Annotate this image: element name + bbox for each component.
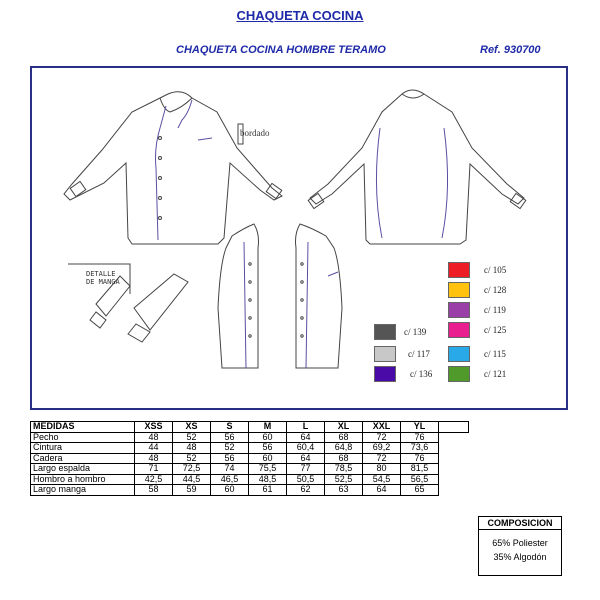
measure-value: 73,6 bbox=[401, 443, 439, 454]
color-swatch bbox=[448, 282, 470, 298]
back-jacket-sketch bbox=[308, 90, 526, 244]
table-row bbox=[31, 464, 469, 475]
measure-value: 65 bbox=[401, 485, 439, 496]
composition-line-1: 65% Poliester bbox=[492, 538, 548, 548]
measure-value: 52 bbox=[173, 432, 211, 443]
size-header: S bbox=[211, 422, 249, 433]
measure-value: 68 bbox=[325, 432, 363, 443]
measure-label: Cadera bbox=[31, 453, 135, 464]
measure-value: 52 bbox=[211, 443, 249, 454]
measure-value: 56 bbox=[211, 453, 249, 464]
measure-value: 74 bbox=[211, 464, 249, 475]
color-swatch bbox=[374, 324, 396, 340]
measure-value: 56 bbox=[211, 432, 249, 443]
embroidery-label: bordado bbox=[240, 128, 270, 138]
measure-value: 72 bbox=[363, 432, 401, 443]
size-header: XL bbox=[325, 422, 363, 433]
measurements-header: MEDIDAS bbox=[31, 422, 135, 433]
measure-value: 64 bbox=[363, 485, 401, 496]
measure-value: 48 bbox=[135, 432, 173, 443]
color-swatch bbox=[374, 346, 396, 362]
measure-value: 60,4 bbox=[287, 443, 325, 454]
color-code-label: c/ 139 bbox=[404, 327, 427, 337]
composition-title: COMPOSICION bbox=[478, 516, 562, 530]
measure-label: Cintura bbox=[31, 443, 135, 454]
measure-value: 60 bbox=[249, 432, 287, 443]
color-code-label: c/ 119 bbox=[484, 305, 506, 315]
measure-value: 46,5 bbox=[211, 474, 249, 485]
table-spacer bbox=[439, 422, 469, 433]
measure-value: 64 bbox=[287, 432, 325, 443]
size-header: XS bbox=[173, 422, 211, 433]
measure-value: 60 bbox=[211, 485, 249, 496]
measure-value: 78,5 bbox=[325, 464, 363, 475]
table-row bbox=[31, 432, 469, 443]
measure-value: 64,8 bbox=[325, 443, 363, 454]
color-code-label: c/ 136 bbox=[410, 369, 433, 379]
table-spacer bbox=[439, 485, 469, 496]
measure-value: 77 bbox=[287, 464, 325, 475]
table-row bbox=[31, 453, 469, 464]
measure-value: 76 bbox=[401, 453, 439, 464]
table-row bbox=[31, 485, 469, 496]
measure-value: 69,2 bbox=[363, 443, 401, 454]
open-vest-sketch bbox=[218, 224, 342, 368]
table-row bbox=[31, 474, 469, 485]
size-header: XSS bbox=[135, 422, 173, 433]
technical-drawing-frame bbox=[30, 66, 568, 410]
measure-value: 64 bbox=[287, 453, 325, 464]
measurements-header-row bbox=[31, 422, 469, 433]
color-code-label: c/ 105 bbox=[484, 265, 507, 275]
measure-label: Largo manga bbox=[31, 485, 135, 496]
measure-value: 80 bbox=[363, 464, 401, 475]
measure-value: 72,5 bbox=[173, 464, 211, 475]
color-code-label: c/ 128 bbox=[484, 285, 507, 295]
color-code-label: c/ 125 bbox=[484, 325, 507, 335]
measure-value: 71 bbox=[135, 464, 173, 475]
composition-line-2: 35% Algodón bbox=[493, 552, 547, 562]
table-spacer bbox=[439, 443, 469, 454]
table-spacer bbox=[439, 453, 469, 464]
measurements-body bbox=[31, 432, 469, 495]
measure-value: 56 bbox=[249, 443, 287, 454]
color-code-label: c/ 117 bbox=[408, 349, 430, 359]
measure-value: 42,5 bbox=[135, 474, 173, 485]
measure-value: 44 bbox=[135, 443, 173, 454]
measure-label: Largo espalda bbox=[31, 464, 135, 475]
sleeve-detail-label-line1: DETALLE bbox=[86, 270, 116, 278]
color-code-label: c/ 121 bbox=[484, 369, 507, 379]
measure-value: 81,5 bbox=[401, 464, 439, 475]
measure-value: 52,5 bbox=[325, 474, 363, 485]
color-swatch bbox=[448, 262, 470, 278]
measure-value: 48 bbox=[173, 443, 211, 454]
measurements-table bbox=[30, 421, 469, 496]
color-swatch bbox=[448, 302, 470, 318]
front-jacket-sketch bbox=[64, 92, 282, 244]
measure-value: 44,5 bbox=[173, 474, 211, 485]
measure-value: 48,5 bbox=[249, 474, 287, 485]
measure-value: 56,5 bbox=[401, 474, 439, 485]
measure-value: 60 bbox=[249, 453, 287, 464]
measure-value: 75,5 bbox=[249, 464, 287, 475]
product-reference: Ref. 930700 bbox=[480, 44, 541, 56]
measure-value: 58 bbox=[135, 485, 173, 496]
size-header: XXL bbox=[363, 422, 401, 433]
measure-value: 72 bbox=[363, 453, 401, 464]
measure-value: 68 bbox=[325, 453, 363, 464]
measure-value: 48 bbox=[135, 453, 173, 464]
table-row bbox=[31, 443, 469, 454]
measure-value: 59 bbox=[173, 485, 211, 496]
measure-label: Hombro a hombro bbox=[31, 474, 135, 485]
table-spacer bbox=[439, 474, 469, 485]
measure-value: 61 bbox=[249, 485, 287, 496]
measure-value: 50,5 bbox=[287, 474, 325, 485]
color-code-label: c/ 115 bbox=[484, 349, 506, 359]
measure-value: 52 bbox=[173, 453, 211, 464]
product-name: CHAQUETA COCINA HOMBRE TERAMO bbox=[176, 44, 386, 56]
measure-value: 63 bbox=[325, 485, 363, 496]
size-header: YL bbox=[401, 422, 439, 433]
jacket-sketches bbox=[32, 68, 570, 412]
color-swatch bbox=[448, 366, 470, 382]
color-swatch bbox=[448, 322, 470, 338]
measure-value: 76 bbox=[401, 432, 439, 443]
size-header: M bbox=[249, 422, 287, 433]
size-header: L bbox=[287, 422, 325, 433]
sleeve-detail-label-line2: DE MANGA bbox=[86, 278, 120, 286]
table-spacer bbox=[439, 464, 469, 475]
table-spacer bbox=[439, 432, 469, 443]
color-swatch bbox=[448, 346, 470, 362]
measure-value: 62 bbox=[287, 485, 325, 496]
color-swatch bbox=[374, 366, 396, 382]
measure-value: 54,5 bbox=[363, 474, 401, 485]
measure-label: Pecho bbox=[31, 432, 135, 443]
page-title: CHAQUETA COCINA bbox=[236, 8, 364, 23]
